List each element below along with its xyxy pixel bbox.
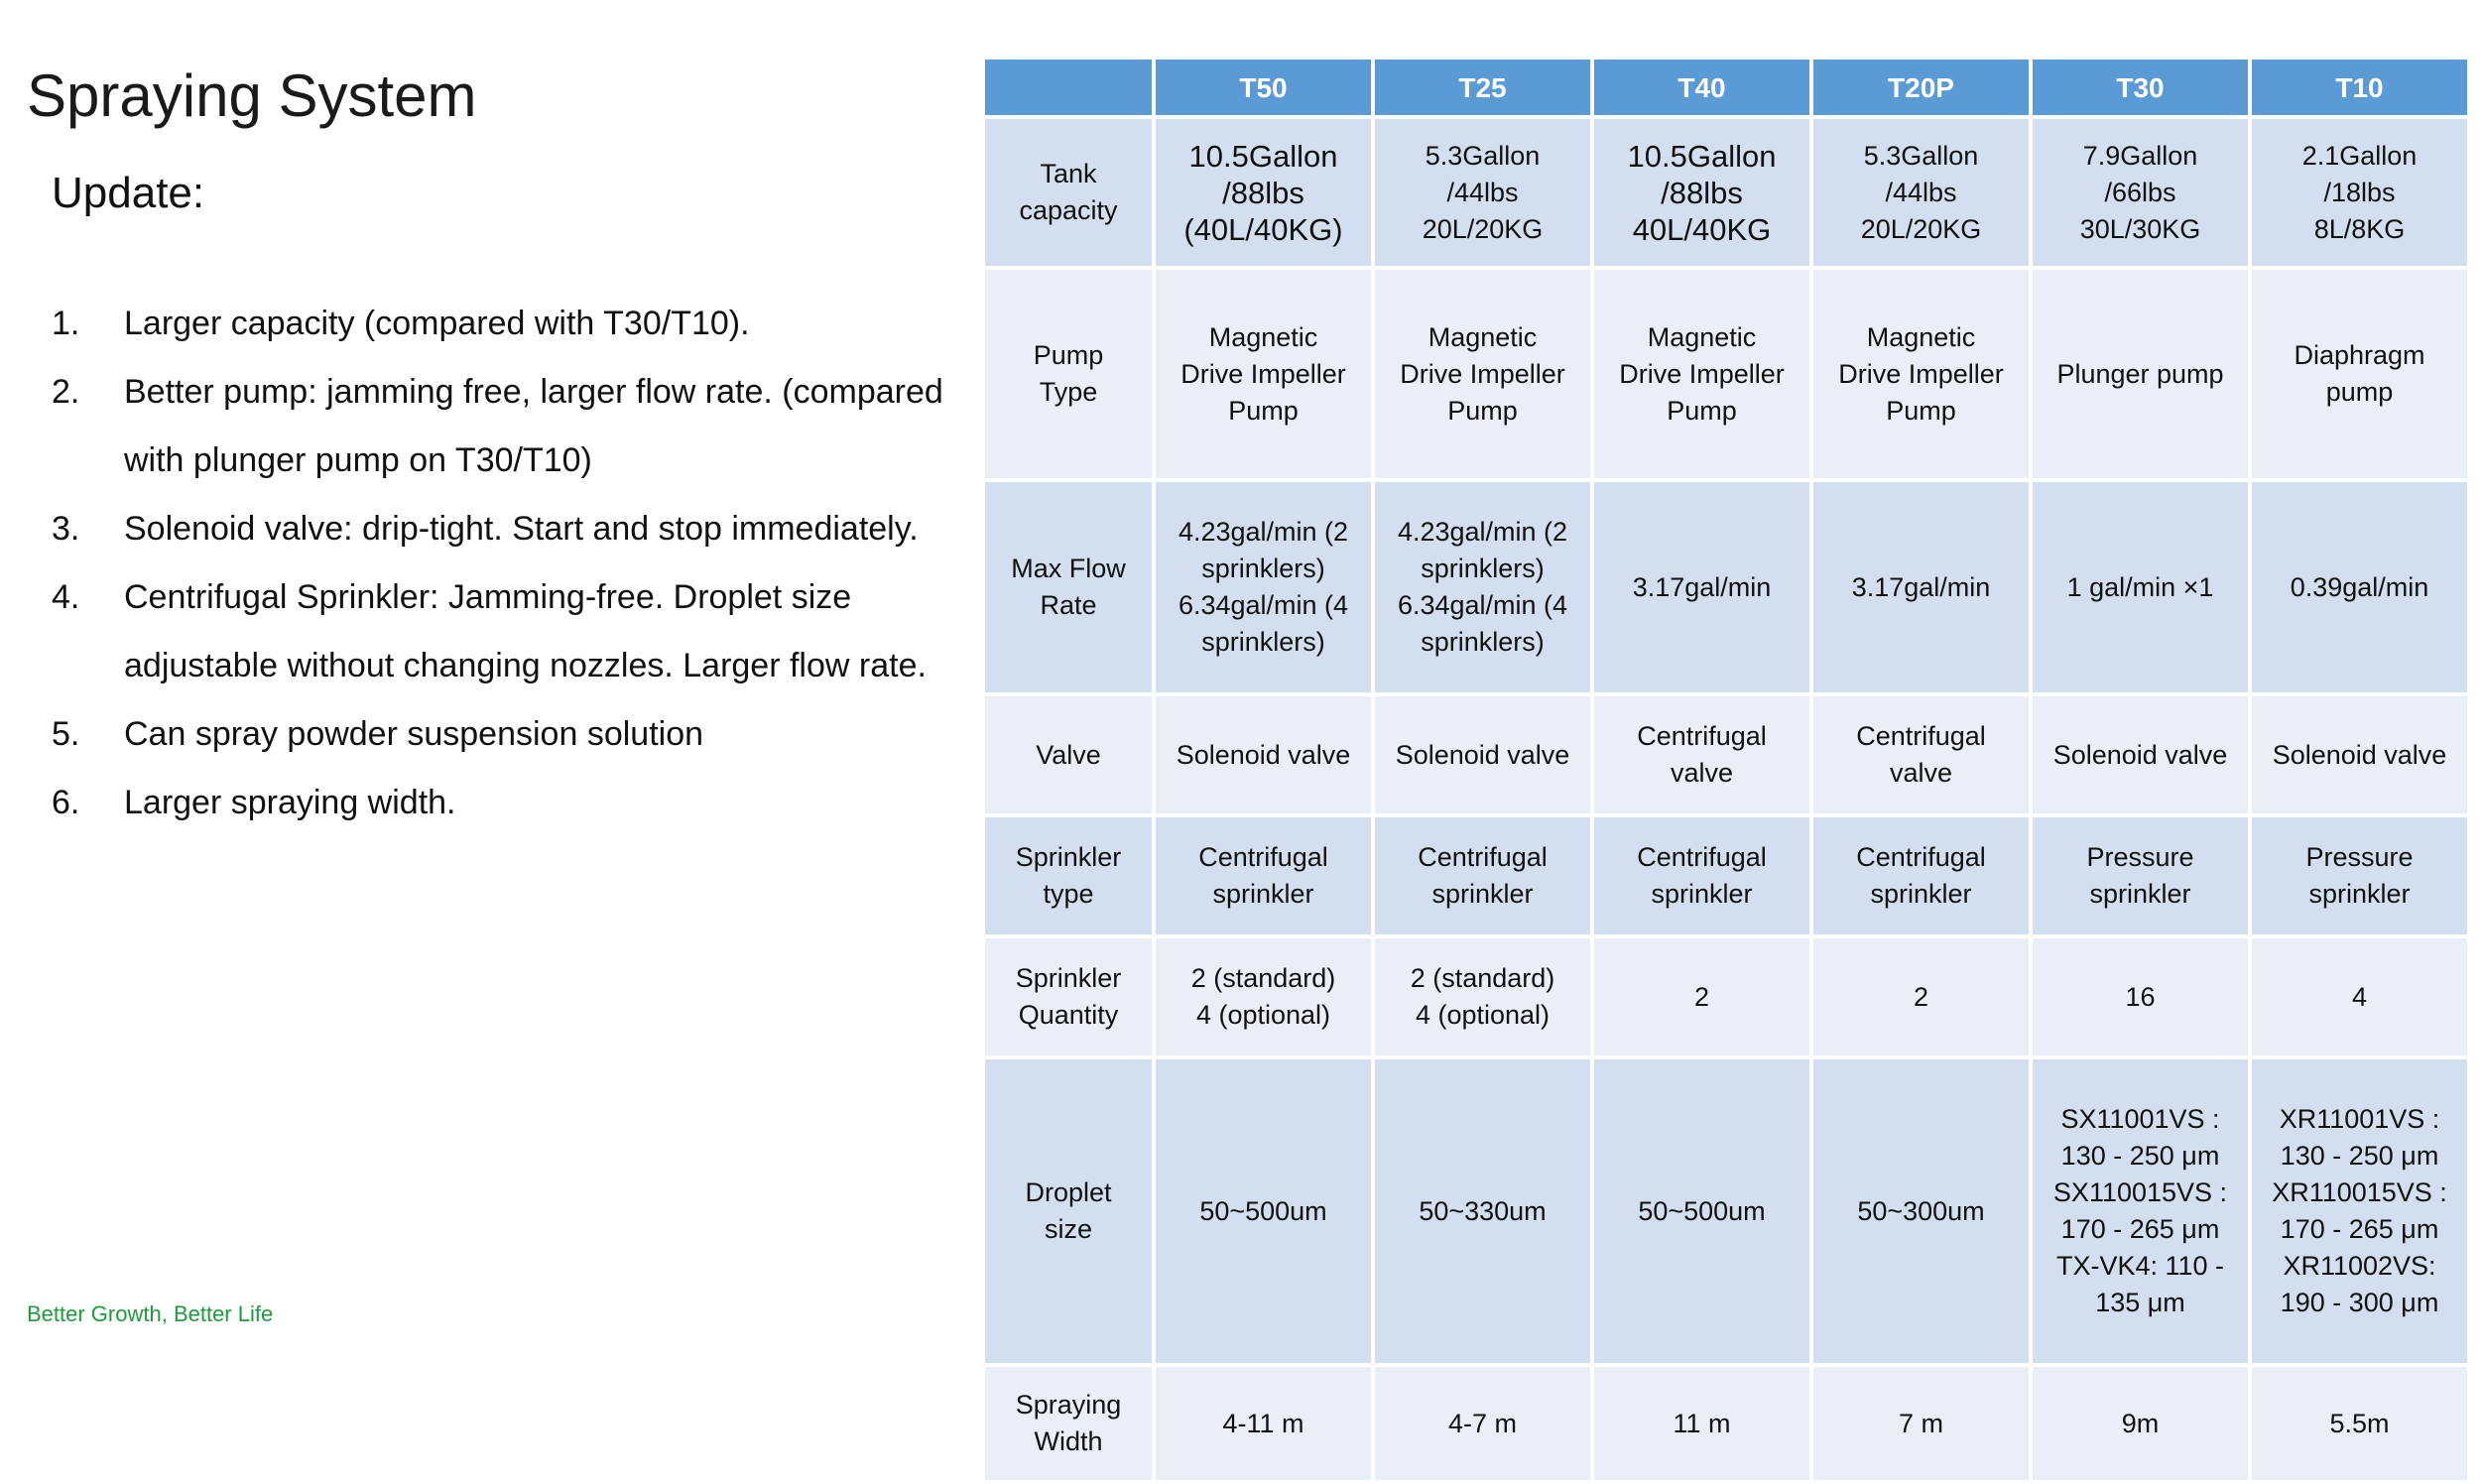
spec-cell-line: sprinkler: [1431, 879, 1534, 909]
spec-cell: [2033, 270, 2248, 478]
spec-cell-line: XR11002VS:: [2283, 1251, 2436, 1281]
row-label-line: Rate: [1040, 590, 1097, 620]
spec-cell-line: 9m: [2121, 1408, 2160, 1438]
spec-cell: [1156, 270, 1371, 478]
spec-cell: [1813, 119, 2029, 266]
spec-cell: [2252, 1059, 2467, 1363]
spec-cell-line: pump: [2325, 377, 2394, 407]
update-item-text: Larger capacity (compared with T30/T10).: [124, 305, 750, 342]
spec-cell-line: Centrifugal: [1198, 842, 1328, 872]
spec-cell: [1813, 270, 2029, 478]
spec-cell-line: 4 (optional): [1195, 1000, 1331, 1030]
spec-cell-line: (40L/40KG): [1183, 211, 1343, 247]
spec-header-row: [985, 60, 2467, 115]
update-item-number: 5.: [52, 715, 80, 753]
spec-cell-line: Solenoid valve: [2272, 739, 2447, 770]
spec-cell-line: Centrifugal: [1637, 721, 1767, 751]
row-label-line: Width: [1034, 1426, 1103, 1456]
spec-row: [985, 1367, 2467, 1480]
spec-cell: [2033, 119, 2248, 266]
spec-cell-line: sprinkler: [2089, 879, 2191, 909]
header-corner: [985, 60, 1152, 115]
spec-cell-line: /66lbs: [2104, 177, 2176, 207]
update-item-number: 4.: [52, 578, 80, 616]
update-item: [52, 700, 994, 769]
spec-cell: [1594, 817, 1809, 934]
spec-cell-line: sprinklers): [1421, 554, 1545, 583]
spec-cell-line: 135 μm: [2095, 1288, 2185, 1317]
spec-cell: [1813, 696, 2029, 813]
header-model: T50: [1156, 60, 1371, 115]
spec-cell-line: 6.34gal/min (4: [1397, 590, 1568, 620]
spec-cell: [1375, 1367, 1590, 1480]
spec-cell: [2252, 270, 2467, 478]
row-label-line: Type: [1039, 377, 1098, 407]
spec-cell-line: 20L/20KG: [1422, 213, 1544, 244]
spec-cell-line: 4: [2351, 981, 2368, 1012]
update-list: [52, 290, 994, 837]
update-item-text: Centrifugal Sprinkler: Jamming-free. Droplet size adjustable without changing nozzles. Larger flow rate.: [124, 578, 927, 684]
page-title: Spraying System: [27, 62, 477, 129]
update-item: [52, 358, 994, 495]
spec-row: [985, 817, 2467, 934]
spec-cell-line: TX-VK4: 110 -: [2055, 1251, 2225, 1281]
spec-cell-line: Solenoid valve: [1395, 739, 1570, 770]
spec-row: [985, 119, 2467, 266]
spec-cell: [2252, 1367, 2467, 1480]
spec-cell-line: Solenoid valve: [1176, 739, 1351, 770]
spec-cell-line: sprinkler: [1870, 879, 1972, 909]
spec-cell-line: 170 - 265 μm: [2060, 1214, 2220, 1244]
update-item-number: 3.: [52, 510, 80, 548]
spec-cell-line: 50~330um: [1419, 1195, 1547, 1226]
spec-cell: [1375, 938, 1590, 1055]
spec-cell-line: 1 gal/min ×1: [2066, 571, 2214, 602]
spec-cell-line: 2: [1693, 981, 1710, 1012]
spec-cell-line: 50~500um: [1199, 1195, 1327, 1226]
spec-cell: [2033, 938, 2248, 1055]
spec-cell-line: sprinklers): [1201, 554, 1325, 583]
spec-cell-line: 10.5Gallon: [1188, 138, 1338, 174]
spec-cell-line: Pump: [1667, 395, 1737, 426]
spec-row: [985, 1059, 2467, 1363]
spec-cell-line: 50~300um: [1857, 1195, 1985, 1226]
spec-cell-line: 2 (standard): [1410, 963, 1555, 993]
spec-cell-line: Centrifugal: [1418, 842, 1548, 872]
update-item-text: Solenoid valve: drip-tight. Start and stop immediately.: [124, 510, 919, 548]
header-model: T30: [2033, 60, 2248, 115]
spec-cell-line: Pump: [1228, 395, 1299, 426]
spec-cell: [1813, 817, 2029, 934]
spec-row: [985, 696, 2467, 813]
row-label-line: Spraying: [1015, 1390, 1122, 1420]
row-label-line: size: [1044, 1214, 1092, 1244]
spec-cell-line: Drive Impeller: [1400, 358, 1565, 389]
spec-cell-line: sprinklers): [1421, 627, 1545, 657]
row-label: [985, 938, 1152, 1055]
spec-cell-line: 8L/8KG: [2313, 213, 2406, 244]
spec-cell-line: sprinkler: [1651, 879, 1753, 909]
row-label: [985, 270, 1152, 478]
update-item: [52, 495, 994, 563]
spec-cell: [1813, 482, 2029, 692]
spec-cell-line: 190 - 300 μm: [2280, 1288, 2439, 1317]
spec-cell-line: 4 (optional): [1415, 1000, 1551, 1030]
spec-cell: [1594, 696, 1809, 813]
spec-cell-line: 16: [2125, 981, 2156, 1012]
spec-cell-line: valve: [1670, 758, 1734, 788]
spec-cell: [1375, 270, 1590, 478]
spec-cell: [2033, 696, 2248, 813]
update-item-text: Better pump: jamming free, larger flow rate. (compared with plunger pump on T30/T10): [124, 373, 943, 479]
spec-cell-line: 30L/30KG: [2079, 213, 2201, 244]
spec-cell-line: 130 - 250 μm: [2280, 1141, 2439, 1171]
spec-cell: [2252, 119, 2467, 266]
update-item-text: Can spray powder suspension solution: [124, 715, 704, 753]
spec-cell-line: 0.39gal/min: [2290, 571, 2429, 602]
update-item-number: 6.: [52, 784, 80, 821]
update-item-text: Larger spraying width.: [124, 784, 456, 821]
spec-cell-line: Plunger pump: [2056, 358, 2224, 389]
spec-cell: [1594, 938, 1809, 1055]
header-model: T25: [1375, 60, 1590, 115]
spec-cell-line: 2 (standard): [1190, 963, 1336, 993]
spec-cell-line: /18lbs: [2323, 177, 2396, 207]
row-label: [985, 119, 1152, 266]
spec-cell-line: 2: [1913, 981, 1929, 1012]
row-label: [985, 1059, 1152, 1363]
update-item: [52, 563, 994, 700]
spec-cell: [1375, 1059, 1590, 1363]
spec-cell: [1375, 119, 1590, 266]
spec-cell-line: valve: [1889, 758, 1953, 788]
row-label-line: Max Flow: [1011, 554, 1126, 583]
spec-table-body: [985, 119, 2467, 1480]
spec-cell-line: /88lbs: [1661, 175, 1743, 210]
spec-cell: [2252, 817, 2467, 934]
spec-cell-line: Drive Impeller: [1838, 358, 2004, 389]
spec-cell-line: 4.23gal/min (2: [1178, 517, 1349, 547]
spec-cell: [2252, 938, 2467, 1055]
row-label-line: type: [1043, 879, 1094, 909]
spec-cell-line: XR110015VS :: [2272, 1177, 2447, 1207]
spec-cell-line: 40L/40KG: [1632, 211, 1772, 247]
spec-cell-line: Pump: [1447, 395, 1518, 426]
update-item-number: 2.: [52, 373, 80, 411]
row-label-line: Pump: [1033, 340, 1104, 370]
row-label-line: Valve: [1036, 739, 1101, 770]
spec-cell-line: /44lbs: [1885, 177, 1957, 207]
spec-cell-line: 5.3Gallon: [1425, 140, 1541, 171]
spec-cell: [1156, 482, 1371, 692]
spec-cell: [2033, 817, 2248, 934]
row-label: [985, 817, 1152, 934]
update-heading: Update:: [52, 169, 205, 217]
spec-cell-line: Drive Impeller: [1619, 358, 1785, 389]
spec-cell: [1156, 1367, 1371, 1480]
spec-cell: [1375, 817, 1590, 934]
header-model: T10: [2252, 60, 2467, 115]
row-label-line: Sprinkler: [1015, 963, 1122, 993]
spec-cell-line: 7 m: [1898, 1408, 1943, 1438]
spec-cell: [1594, 270, 1809, 478]
spec-cell: [2033, 1367, 2248, 1480]
spec-cell-line: Diaphragm: [2294, 340, 2425, 370]
spec-cell-line: Pump: [1886, 395, 1956, 426]
spec-cell: [1375, 696, 1590, 813]
header-model: T40: [1594, 60, 1809, 115]
spec-cell: [1375, 482, 1590, 692]
spec-cell: [1813, 1367, 2029, 1480]
spec-cell: [1813, 1059, 2029, 1363]
spec-cell-line: 7.9Gallon: [2082, 140, 2198, 171]
spec-cell-line: 3.17gal/min: [1851, 571, 1991, 602]
spec-cell-line: /44lbs: [1446, 177, 1519, 207]
spec-cell-line: Magnetic: [1647, 321, 1757, 352]
spec-cell-line: 20L/20KG: [1860, 213, 1982, 244]
spec-cell-line: 130 - 250 μm: [2060, 1141, 2220, 1171]
spec-row: [985, 270, 2467, 478]
row-label-line: Sprinkler: [1015, 842, 1122, 872]
update-item: [52, 290, 994, 358]
footer-slogan: Better Growth, Better Life: [27, 1301, 274, 1326]
spec-cell: [1156, 817, 1371, 934]
spec-cell-line: Centrifugal: [1856, 721, 1986, 751]
spec-cell-line: Pressure: [2305, 842, 2414, 872]
spec-cell: [1156, 1059, 1371, 1363]
spec-table: [981, 56, 2471, 1484]
spec-cell-line: Centrifugal: [1856, 842, 1986, 872]
spec-cell-line: 170 - 265 μm: [2280, 1214, 2439, 1244]
spec-cell: [1594, 119, 1809, 266]
spec-cell: [2033, 482, 2248, 692]
row-label: [985, 1367, 1152, 1480]
row-label-line: Droplet: [1025, 1177, 1112, 1207]
spec-cell: [1594, 1059, 1809, 1363]
spec-cell-line: SX11001VS :: [2060, 1104, 2220, 1134]
spec-cell: [2252, 482, 2467, 692]
spec-cell-line: 2.1Gallon: [2301, 140, 2418, 171]
row-label: [985, 696, 1152, 813]
spec-cell-line: 10.5Gallon: [1627, 138, 1777, 174]
spec-cell-line: Pressure: [2086, 842, 2194, 872]
spec-cell-line: 3.17gal/min: [1632, 571, 1772, 602]
spec-cell-line: 4.23gal/min (2: [1397, 517, 1568, 547]
spec-cell: [2033, 1059, 2248, 1363]
spec-cell-line: SX110015VS :: [2052, 1177, 2228, 1207]
spec-cell-line: Drive Impeller: [1180, 358, 1346, 389]
spec-cell-line: Magnetic: [1208, 321, 1318, 352]
spec-cell-line: 4-11 m: [1222, 1408, 1304, 1438]
spec-cell: [1156, 696, 1371, 813]
update-item: [52, 769, 994, 837]
update-item-number: 1.: [52, 305, 80, 342]
row-label-line: Tank: [1040, 159, 1097, 188]
spec-cell-line: 6.34gal/min (4: [1178, 590, 1349, 620]
spec-cell-line: /88lbs: [1222, 175, 1304, 210]
spec-cell-line: 5.5m: [2329, 1408, 2390, 1438]
spec-cell-line: Magnetic: [1427, 321, 1538, 352]
spec-row: [985, 482, 2467, 692]
spec-cell-line: Magnetic: [1866, 321, 1976, 352]
spec-cell-line: 5.3Gallon: [1863, 140, 1979, 171]
row-label-line: capacity: [1019, 195, 1118, 225]
spec-cell: [1813, 938, 2029, 1055]
spec-cell: [1594, 1367, 1809, 1480]
spec-cell: [2252, 696, 2467, 813]
spec-cell-line: Solenoid valve: [2052, 739, 2228, 770]
spec-cell-line: 50~500um: [1638, 1195, 1766, 1226]
spec-cell-line: sprinklers): [1201, 627, 1325, 657]
spec-cell: [1594, 482, 1809, 692]
header-model: T20P: [1813, 60, 2029, 115]
spec-cell-line: sprinkler: [2308, 879, 2411, 909]
spec-cell: [1156, 119, 1371, 266]
spec-cell-line: sprinkler: [1212, 879, 1314, 909]
spec-cell-line: XR11001VS :: [2279, 1104, 2440, 1134]
spec-cell-line: Centrifugal: [1637, 842, 1767, 872]
spec-cell-line: 11 m: [1673, 1408, 1731, 1438]
spec-cell: [1156, 938, 1371, 1055]
spec-cell-line: 4-7 m: [1447, 1408, 1518, 1438]
spec-row: [985, 938, 2467, 1055]
row-label: [985, 482, 1152, 692]
row-label-line: Quantity: [1018, 1000, 1119, 1030]
